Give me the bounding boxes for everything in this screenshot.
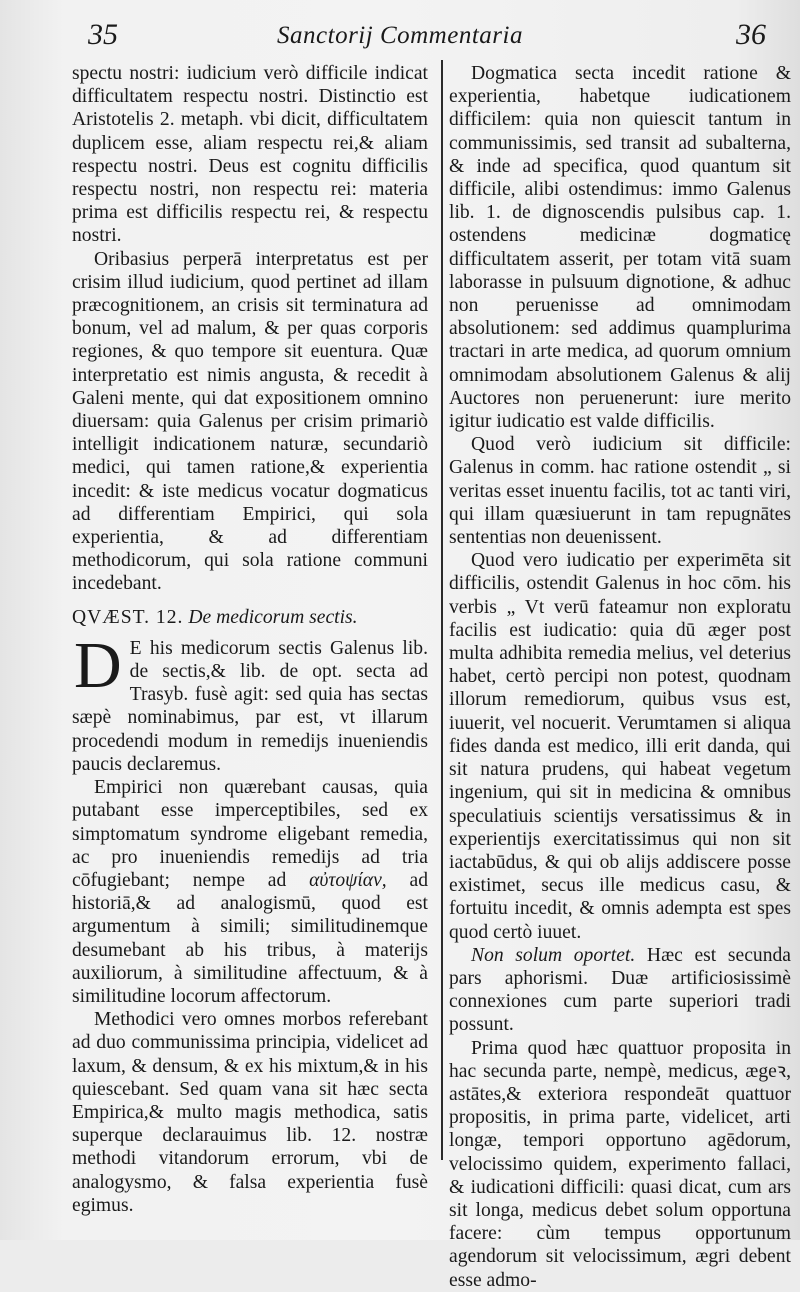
question-label: QVÆST. 12. <box>72 606 184 628</box>
paragraph: Dogmatica secta incedit ratione & experientia, habetque iudicationem difficilem: quia non quiescit tantum in communissimis, sed transit ad subalterna, & inde ad specifica, quod quantum sit difficile, alibi ostendimus: immo Galenus lib. 1. de dignoscendis pulsibus cap. 1. ostendens medicinæ dogmaticę difficultatem asserit, per totam vitā suam laborasse in pulsuum dignotione, & adhuc non peruenisse ad omnimodam absolutionem: sed addimus quamplurima tractari in arte medica, ad quorum omnium omnimodam absolutionem Galenus & alij Auctores non peruenerunt: iure merito igitur iudicatio est valde difficilis. <box>449 63 791 433</box>
paragraph: Quod verò iudicium sit difficile: Galenus in comm. hac ratione ostendit „ si veritas esset inuentu facilis, tot ac tanti viri, qui illam quæsiuerunt in tam repugnātes sententias non deuenissent. <box>449 434 791 549</box>
paragraph: Quod vero iudicatio per experimēta sit difficilis, ostendit Galenus in hoc cōm. his verbis „ Vt verū fateamur non exploratu facilis est iudicatio: quia dū æger post multa adhibita remedia melius, vel deterius habet, certò percipi non potest, quodnam illorum remediorum, quibus vsus est, iuuerit, vel nocuerit. Verumtamen si aliqua fides danda est medico, illi erit danda, qui sit natura prudens, qui habeat vegetum ingenium, qui sit in medicina & omnibus speculatiuis scientijs versatissimus & in experientijs exercitatissimus qui non sit iactabūdus, & qui ob alijs addiscere posse existimet, secus ille medicus casu, & fortuitu incedit, & omnis adempta est spes quod certò iuuet. <box>449 550 791 943</box>
left-column <box>72 62 428 1217</box>
question-heading <box>72 606 428 629</box>
paragraph: Oribasius perperā interpretatus est per crisim illud iudicium, quod pertinet ad illam præcognitionem, an crisis sit terminatura ad bonum, vel ad malum, & per quas corporis regiones, & quo tempore sit euentura. Quæ interpretatio est nimis angusta, & recedit à Galeni mente, qui dat expositionem omnino diuersam: quia Galenus per crisim primariò intelligit indicationem naturæ, secundariò medici, qui tamen ratione,& experientia incedit: & iste medicus vocatur dogmaticus ad differentiam Empirici, qui sola experientia, & ad differentiam methodicorum, qui sola ratione communi incedebant. <box>72 248 428 595</box>
paragraph: Empirici non quærebant causas, quia putabant esse imperceptibiles, sed ex simptomatum syndrome eligebant remedia, ac pro inueniendis remedijs ad tria cōfugiebant; nempe ad αὐτοψίαν, ad historiā,& ad analogismū, quod est argumentum à simili; similitudinemque desumebant ab his tribus, à materijs auxiliorum, à similitudine affectuum, & à similitudine locorum affectorum. <box>72 777 428 1007</box>
paragraph: Prima quod hæc quattuor proposita in hac secunda parte, nempè, medicus, ægeꝛ, astātes,& exteriora respondeāt quattuor propositis, in prima parte, videlicet, arti longæ, tempori opportuno agēdorum, velocissimo quidem, experimento fallaci, & iudicationi difficili: quasi dicat, cum ars sit longa, medicus debet solum opportuna facere: cùm tempus opportunum agendorum sit velocissimum, ægri debent esse admo- <box>449 1037 791 1291</box>
paragraph: Non solum oportet. Hæc est secunda pars aphorismi. Duæ artificiosissimè connexiones cum parte superiori tradi possunt. <box>449 944 791 1036</box>
page-number-right: 36 <box>736 18 766 51</box>
greek-word: αὐτοψίαν, <box>309 869 387 891</box>
lemma: Non solum oportet. <box>471 944 636 966</box>
page-number-left: 35 <box>88 18 118 51</box>
running-title: Sanctorij Commentaria <box>277 22 523 49</box>
question-title: De medicorum sectis. <box>188 606 358 628</box>
paragraph: spectu nostri: iudicium verò difficile indicat difficultatem respectu nostri. Distinctio est Aristotelis 2. metaph. vbi dicit, difficultatem duplicem esse, aliam respectu rei,& aliam respectu nostri. Deus est cognitu difficilis respectu nostri, non respectu rei: materia prima est difficilis respectu rei, & respectu nostri. <box>72 63 428 247</box>
page-header <box>0 18 800 54</box>
paragraph: Methodici vero omnes morbos referebant ad duo communissima principia, videlicet ad laxum, & densum, & ex his mixtum,& in his quiescebant. Sed quam vana sit hæc secta Empirica,& multo magis methodica, satis superque declarauimus lib. 12. nostræ methodi vitandorum errorum, vbi de analogysmo, & falsa experientia fusè egimus. <box>72 1009 428 1216</box>
right-column <box>449 62 791 1292</box>
column-divider <box>441 60 443 1160</box>
paragraph-dropcap: DE his medicorum sectis Galenus lib. de sectis,& lib. de opt. secta ad Trasyb. fusè agit: sed quia has sectas sæpè nominabimus, par est, vt illarum procedendi modum in remedijs inueniendis paucis declaremus. <box>72 628 428 775</box>
